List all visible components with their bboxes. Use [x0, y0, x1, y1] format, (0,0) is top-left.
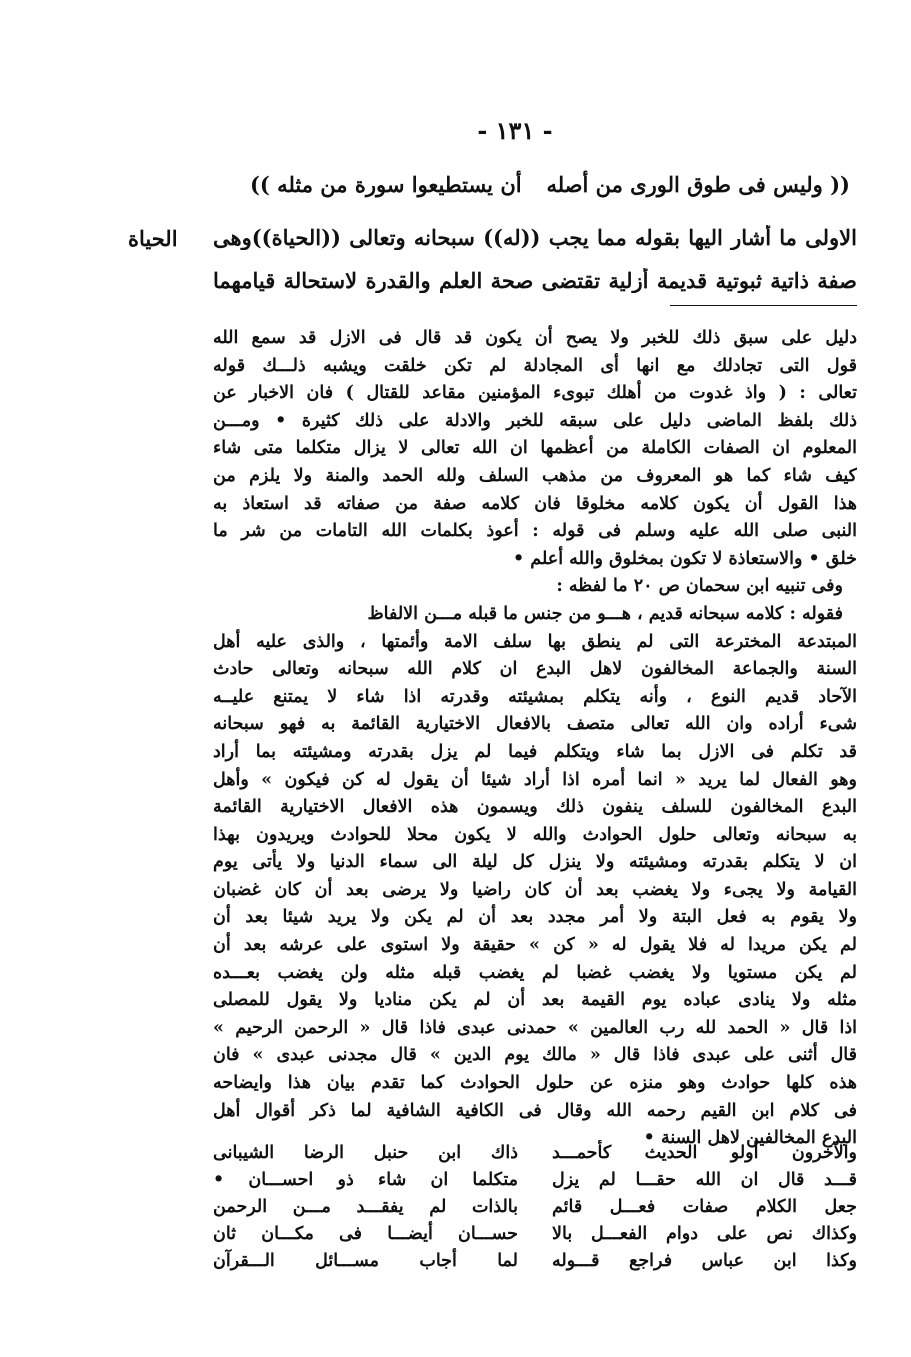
footnote-line: القيامة ولا يجىء ولا يغضب بعد أن كان راضيا ولا يرضى بعد أن كان غضبان [213, 879, 857, 900]
footnote-line: فى كلام ابن القيم رحمه الله وقال فى الكافية الشافية لما ذكر أقوال أهل [213, 1100, 857, 1121]
poem-hemistich-left: حســـان أيضـــا فى مكـــان ثان [213, 1224, 518, 1244]
footnote-line: البدع المخالفين لاهل السنة • [643, 1128, 857, 1149]
poem-hemistich-left: ذاك ابن حنبل الرضا الشيبانى [213, 1143, 518, 1163]
footnote-line: المبتدعة المخترعة التى لم ينطق بها سلف الامة وأئمتها ، والذى عليه أهل [213, 631, 857, 652]
poem-hemistich-left: متكلما ان شاء ذو احســـان • [213, 1170, 518, 1190]
footnote-line: فقوله : كلامه سبحانه قديم ، هـــو من جنس ما قبله مـــن الالفاظ [367, 603, 843, 624]
footnote-line: دليل على سبق ذلك للخبر ولا يصح أن يكون قد قال فى الازل قد سمع الله [213, 328, 857, 348]
footnote-line: قال أثنى على عبدى فاذا قال « مالك يوم الدين » قال مجدنى عبدى » فان [213, 1045, 857, 1066]
poem-verse [213, 1248, 857, 1275]
margin-heading: الحياة [128, 226, 178, 251]
footnote-line: قد تكلم فى الازل بما شاء ويتكلم فيما لم يزل بقدرته ومشيئته بما أراد [213, 741, 857, 762]
footnote-line: تعالى : ( واذ غدوت من أهلك تبوىء المؤمنين مقاعد للقتال ) فان الاخبار عن [213, 383, 857, 404]
poem-verse [213, 1140, 857, 1167]
footnote-line: لم يكن مستويا ولا يغضب غضبا لم يغضب قبله مثله ولن يغضب بعـــده [213, 962, 857, 983]
poem-hemistich-left: بالذات لم يفقـــد مـــن الرحمن [213, 1197, 518, 1217]
poem-verse [213, 1221, 857, 1248]
footnote-line: هذه كلها حوادث وهو منزه عن حلول الحوادث كما تقدم بيان هذا وايضاحه [213, 1073, 857, 1094]
footnote-line: خلق • والاستعاذة لا تكون بمخلوق والله أعلم • [513, 548, 857, 569]
footnote-line: المعلوم ان الصفات الكاملة من أعظمها ان الله تعالى لا يزال متكلما متى شاء [213, 438, 857, 459]
footnote-line: مثله ولا ينادى عباده يوم القيمة بعد أن لم يكن مناديا ولا يقول للمصلى [213, 990, 857, 1011]
footnote-line: الآحاد قديم النوع ، وأنه يتكلم بمشيئته وقدرته اذا شاء لا يمتنع عليــه [213, 686, 857, 707]
footnote-block [213, 325, 857, 1153]
footnote-line: السنة والجماعة المخالفون لاهل البدع ان كلام الله سبحانه وتعالى حادث [213, 659, 857, 680]
page-number: - ١٣١ - [477, 116, 553, 145]
footnote-line: اذا قال « الحمد لله رب العالمين » حمدنى عبدى فاذا قال « الرحمن الرحيم » [213, 1017, 857, 1038]
footnote-line: شىء أراده وان الله تعالى متصف بالافعال الاختيارية القائمة به فهو سبحانه [213, 714, 857, 735]
footnote-line: وهو الفعال لما يريد « انما أمره اذا أراد شيئا أن يقول له كن فيكون » وأهل [213, 769, 857, 790]
footnote-line: البدع المخالفون للسلف ينفون ذلك ويسمون هذه الافعال الاختيارية القائمة [213, 797, 857, 818]
footnote-line: به سبحانه وتعالى حلول الحوادث والله لا يكون محلا للحوادث ويريدون بهذا [213, 824, 857, 845]
poem-verse [213, 1167, 857, 1194]
main-text-line: صفة ذاتية ثبوتية قديمة أزلية تقتضى صحة العلم والقدرة لاستحالة قيامهما [213, 268, 857, 293]
poem-hemistich-right: وكذا ابن عباس فراجع قـــوله [552, 1251, 857, 1271]
footnote-line: هذا القول أن يكون كلامه مخلوقا فان كلامه صفة من صفاته قد استعاذ به [213, 493, 857, 514]
footnote-divider [670, 305, 857, 306]
footnote-line: كيف شاء كما هو المعروف من مذهب السلف ولله الحمد والمنة ولا يلزم من [213, 465, 857, 486]
footnote-line: ان لا يتكلم بقدرته ومشيئته ولا ينزل كل ليلة الى سماء الدنيا ولا يأتى يوم [213, 852, 857, 873]
main-text-line: الاولى ما أشار اليها بقوله مما يجب ((له)) سبحانه وتعالى ((الحياة))وهى [213, 225, 857, 250]
poem-hemistich-right: جعل الكلام صفات فعـــل قائم [552, 1197, 857, 1217]
verse-line [250, 172, 850, 197]
footnote-line: قول التى تجادلك مع انها أى المجادلة لم تكن خلقت ويشبه ذلـــك قوله [213, 355, 857, 376]
poem-hemistich-left: لما أجاب مســـائل الـــقرآن [213, 1251, 518, 1271]
footnote-line: ولا يقوم به فعل البتة ولا أمر مجدد بعد أن لم يكن ولا يريد شيئا بعد أن [213, 907, 857, 928]
poem-hemistich-right: والآخرون أولو الحديث كأحمـــد [552, 1143, 857, 1163]
footnote-line: وفى تنبيه ابن سحمان ص ٢٠ ما لفظه : [556, 576, 843, 597]
poem-block [213, 1140, 857, 1275]
poem-hemistich-right: قـــد قال ان الله حقـــا لم يزل [552, 1170, 857, 1190]
poem-hemistich-right: وكذاك نص على دوام الفعـــل بالا [552, 1224, 857, 1244]
verse-right-hemistich: (( وليس فى طوق الورى من أصله [546, 172, 850, 197]
footnote-line: ذلك بلفظ الماضى دليل على سبقه للخبر والادلة على ذلك كثيرة • ومـــن [213, 410, 857, 431]
footnote-line: لم يكن مريدا له فلا يقول له « كن » حقيقة ولا استوى على عرشه بعد أن [213, 935, 857, 956]
footnote-line: النبى صلى الله عليه وسلم فى قوله : أعوذ بكلمات الله التامات من شر ما [213, 521, 857, 542]
poem-verse [213, 1194, 857, 1221]
verse-left-hemistich: أن يستطيعوا سورة من مثله )) [250, 172, 522, 197]
